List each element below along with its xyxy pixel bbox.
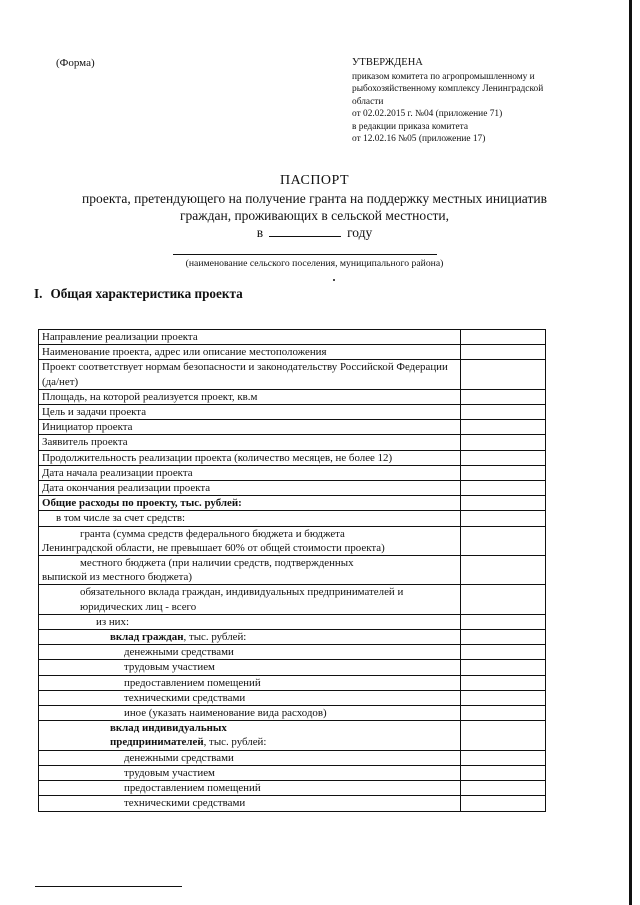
row-value-cell[interactable] — [461, 750, 546, 765]
row-value-cell[interactable] — [461, 389, 546, 404]
row-label-text: трудовым участием — [124, 661, 215, 674]
row-label-text: Дата начала реализации проекта — [42, 466, 193, 479]
table-row — [39, 721, 546, 750]
row-label-text: Инициатор проекта — [42, 421, 133, 434]
row-label-text: Направление реализации проекта — [42, 331, 198, 343]
year-prefix: в — [256, 225, 264, 240]
row-label-line — [42, 766, 460, 780]
row-label-text: Проект соответствует нормам безопасности и законодательству Российской Федерации (да/нет) — [42, 361, 448, 388]
row-label-text: Дата окончания реализации проекта — [42, 482, 211, 495]
row-label-text: предпринимателей — [110, 736, 204, 749]
row-value-cell[interactable] — [461, 585, 546, 614]
row-value-cell[interactable] — [461, 796, 546, 811]
row-label-line — [42, 390, 460, 404]
table-row — [39, 450, 546, 465]
row-label — [39, 345, 461, 360]
row-label — [39, 614, 461, 629]
section-heading — [34, 286, 243, 302]
approval-line: в редакции приказа комитета — [352, 121, 469, 132]
table-row — [39, 585, 546, 614]
row-label-line — [42, 541, 460, 555]
row-label-line — [42, 435, 460, 449]
row-label-text: предоставлением помещений — [124, 676, 261, 689]
row-label-suffix: , тыс. рублей: — [183, 631, 247, 644]
row-label-line — [42, 630, 460, 644]
row-label — [39, 556, 461, 585]
row-label-line — [42, 691, 460, 705]
row-value-cell[interactable] — [461, 645, 546, 660]
row-label-text: Площадь, на которой реализуется проект, кв.м — [42, 390, 258, 403]
row-value-cell[interactable] — [461, 481, 546, 496]
row-label-text: обязательного вклада граждан, индивидуальных предпринимателей и юридических лиц - всего — [80, 586, 404, 613]
footnote-separator — [35, 886, 182, 887]
row-value-cell[interactable] — [461, 405, 546, 420]
row-value-cell[interactable] — [461, 781, 546, 796]
row-label-line — [42, 676, 460, 690]
project-characteristics-table — [38, 329, 546, 812]
table-row — [39, 420, 546, 435]
row-label-line — [42, 660, 460, 674]
table-row — [39, 781, 546, 796]
approval-block — [352, 57, 622, 146]
section-number: I. — [34, 286, 43, 301]
section-title: Общая характеристика проекта — [50, 286, 243, 301]
table-row — [39, 690, 546, 705]
row-label — [39, 511, 461, 526]
row-value-cell[interactable] — [461, 330, 546, 345]
row-label-line — [42, 496, 460, 510]
row-label-text: трудовым участием — [124, 766, 215, 779]
row-label — [39, 526, 461, 555]
row-label-line — [42, 645, 460, 659]
row-label — [39, 796, 461, 811]
row-label-line — [42, 420, 460, 434]
row-label-line — [42, 751, 460, 765]
table-row — [39, 526, 546, 555]
table-row — [39, 481, 546, 496]
row-label-line — [42, 330, 460, 344]
row-label — [39, 496, 461, 511]
table-row — [39, 389, 546, 404]
row-label — [39, 750, 461, 765]
subtitle-line: граждан, проживающих в сельской местности, — [180, 208, 449, 223]
row-label-line — [42, 556, 460, 570]
row-value-cell[interactable] — [461, 465, 546, 480]
row-label-text: гранта (сумма средств федерального бюджета и бюджета — [80, 527, 345, 540]
row-label — [39, 706, 461, 721]
year-blank-field[interactable] — [269, 226, 341, 237]
row-label-text: выпиской из местного бюджета) — [42, 571, 192, 584]
row-label-text: Продолжительность реализации проекта (количество месяцев, не более 12) — [42, 451, 393, 464]
row-label — [39, 660, 461, 675]
year-suffix: году — [347, 225, 373, 240]
row-label-line — [42, 466, 460, 480]
table-row — [39, 675, 546, 690]
approval-line: области — [352, 96, 384, 107]
row-label — [39, 765, 461, 780]
row-label-line — [42, 345, 460, 359]
row-label-line — [42, 570, 460, 584]
document-title: ПАСПОРТ — [279, 173, 350, 188]
row-label — [39, 721, 461, 750]
row-label-line — [42, 735, 460, 749]
row-label-line — [42, 796, 460, 810]
row-value-cell[interactable] — [461, 450, 546, 465]
row-label-text: местного бюджета (при наличии средств, подтвержденных — [80, 557, 354, 570]
row-label — [39, 330, 461, 345]
subtitle-line: проекта, претендующего на получение гранта на поддержку местных инициатив — [82, 191, 547, 206]
row-label — [39, 645, 461, 660]
row-label-text: Общие расходы по проекту, тыс. рублей: — [42, 497, 242, 510]
table-row — [39, 345, 546, 360]
row-label-text: Цель и задачи проекта — [42, 406, 147, 419]
row-value-cell[interactable] — [461, 721, 546, 750]
row-label — [39, 435, 461, 450]
row-label-line — [42, 405, 460, 419]
table-row — [39, 556, 546, 585]
row-value-cell[interactable] — [461, 765, 546, 780]
row-value-cell[interactable] — [461, 435, 546, 450]
row-label — [39, 389, 461, 404]
row-label-line — [42, 721, 460, 735]
row-label — [39, 360, 461, 389]
row-label — [39, 420, 461, 435]
row-label-text: техническими средствами — [124, 797, 246, 810]
row-value-cell[interactable] — [461, 360, 546, 389]
approval-line: от 02.02.2015 г. №04 (приложение 71) — [352, 109, 503, 119]
table-row — [39, 614, 546, 629]
table-row — [39, 796, 546, 811]
row-label-line — [42, 585, 460, 613]
row-value-cell[interactable] — [461, 556, 546, 585]
row-label-text: в том числе за счет средств: — [56, 512, 186, 525]
table-row — [39, 405, 546, 420]
table-row — [39, 630, 546, 645]
row-label-text: денежными средствами — [124, 751, 234, 764]
row-value-cell[interactable] — [461, 420, 546, 435]
row-label — [39, 630, 461, 645]
row-label — [39, 675, 461, 690]
approval-line: рыбохозяйственному комплексу Ленинградской — [352, 84, 544, 94]
row-label-text: Наименование проекта, адрес или описание местоположения — [42, 346, 327, 359]
row-value-cell[interactable] — [461, 675, 546, 690]
row-label — [39, 585, 461, 614]
row-label-text: вклад индивидуальных — [110, 722, 227, 735]
row-label-text: Ленинградской области, не превышает 60% от общей стоимости проекта) — [42, 541, 385, 554]
row-label-line — [42, 360, 460, 388]
form-label: (Форма) — [56, 57, 95, 69]
table-row — [39, 496, 546, 511]
year-line — [0, 224, 629, 241]
approval-title: УТВЕРЖДЕНА — [352, 57, 423, 68]
row-value-cell[interactable] — [461, 345, 546, 360]
row-value-cell[interactable] — [461, 496, 546, 511]
row-label-text: денежными средствами — [124, 646, 234, 659]
row-value-cell[interactable] — [461, 526, 546, 555]
table-row — [39, 750, 546, 765]
row-label — [39, 690, 461, 705]
row-label — [39, 481, 461, 496]
table-row — [39, 511, 546, 526]
approval-line: приказом комитета по агропромышленному и — [352, 71, 535, 82]
row-label-text: иное (указать наименование вида расходов) — [124, 707, 327, 720]
table-row — [39, 360, 546, 389]
row-label — [39, 465, 461, 480]
row-value-cell[interactable] — [461, 706, 546, 721]
settlement-caption: (наименование сельского поселения, муниципального района) — [185, 258, 444, 269]
settlement-blank-field[interactable] — [173, 254, 437, 255]
row-value-cell[interactable] — [461, 660, 546, 675]
row-label-line — [42, 781, 460, 795]
row-label — [39, 405, 461, 420]
row-label-line — [42, 481, 460, 495]
table-row — [39, 645, 546, 660]
row-label-line — [42, 706, 460, 720]
row-label-text: из них: — [96, 615, 129, 628]
row-label-line — [42, 615, 460, 629]
table-row — [39, 660, 546, 675]
table-row — [39, 435, 546, 450]
row-label-text: техническими средствами — [124, 691, 246, 704]
row-label — [39, 781, 461, 796]
table-row — [39, 765, 546, 780]
row-label-line — [42, 511, 460, 525]
row-value-cell[interactable] — [461, 614, 546, 629]
page-right-border — [629, 0, 632, 905]
table-row — [39, 465, 546, 480]
row-label-line — [42, 527, 460, 541]
row-label — [39, 450, 461, 465]
row-value-cell[interactable] — [461, 630, 546, 645]
document-subtitle — [0, 190, 629, 241]
row-value-cell[interactable] — [461, 690, 546, 705]
table-row — [39, 706, 546, 721]
row-label-text: Заявитель проекта — [42, 436, 128, 449]
approval-line: от 12.02.16 №05 (приложение 17) — [352, 134, 486, 144]
row-label-suffix: , тыс. рублей: — [203, 736, 267, 749]
row-label-line — [42, 451, 460, 465]
row-value-cell[interactable] — [461, 511, 546, 526]
row-label-text: предоставлением помещений — [124, 782, 261, 795]
table-row — [39, 330, 546, 345]
row-label-text: вклад граждан — [110, 631, 184, 644]
stray-dot — [333, 279, 335, 281]
